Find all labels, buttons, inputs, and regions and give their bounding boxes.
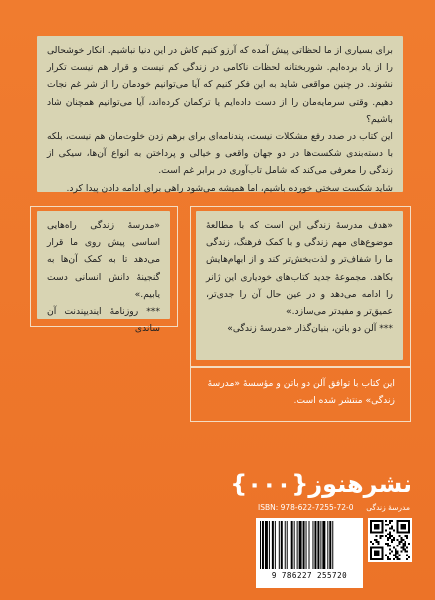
right-quote-attribution: *** آلن دو باتن، بنیان‌گذار «مدرسهٔ زندگی» xyxy=(227,323,393,335)
left-quote-attribution: *** روزنامهٔ ایندیپندنت آن ساندی xyxy=(47,306,160,335)
description-paragraph-2: این کتاب در صدد رفع مشکلات نیست، پندنامه‌ای برای برهم زدن خلوت‌مان هم نیست، بلکه با دسته‌بندی شکست‌ها در دو جهان واقعی و خیالی و پرداختن به انواع آن‌ها، سیکی از زندگی را معرفی می‌کند که شامل تاب‌آوری در برابر غم است. xyxy=(47,131,393,177)
publisher-logo: نشرهنوز{۰۰۰} xyxy=(230,470,412,498)
description-paragraph-3: شاید شکست سختی خورده باشیم، اما همیشه می‌شود راهی برای ادامه دادن پیدا کرد. xyxy=(66,182,393,194)
barcode-bars-icon xyxy=(260,521,359,569)
right-quote-text: «هدف مدرسهٔ زندگی این است که با مطالعهٔ موضوع‌های مهم زندگی و با کمک فرهنگ، زندگی ما را شفاف‌تر و لذت‌بخش‌تر کند و از ابهام‌هایش بکاهد. مجموعهٔ جدید کتاب‌های خودیاری این ژانر را ادامه می‌دهد و در عین حال آن را جدی‌تر، عمیق‌تر و مفیدتر می‌سازد.» xyxy=(206,220,393,318)
agreement-note: این کتاب با توافق آلن دو باتن و مؤسسهٔ «مدرسهٔ زندگی» منتشر شده است. xyxy=(207,378,395,406)
description-paragraph-1: برای بسیاری از ما لحظاتی پیش آمده که آرزو کنیم کاش در این دنیا نباشیم. انکار خوشحالی را از یاد برده‌ایم. شوربختانه لحظات ناکامی در زندگی کم نیست و قرار هم نیست تکرار نشوند. در چنین مواقعی شاید به این فکر کنیم که آیا می‌توانیم خودمان را از شر غم نجات دهیم. وقتی سرمایه‌مان را از دست داده‌ایم یا ترکمان کرده‌اند، آیا می‌توانیم همچنان شاد باشیم؟ xyxy=(47,45,393,125)
series-name: مدرسهٔ زندگی xyxy=(366,503,410,512)
right-quote-box xyxy=(196,211,403,360)
barcode xyxy=(256,518,363,588)
description-box xyxy=(37,36,403,192)
isbn-label: ISBN: 978-622-7255-72-0 xyxy=(258,503,354,512)
left-quote-box xyxy=(37,211,170,335)
left-quote-text: «مدرسهٔ زندگی راه‌هایی اساسی پیش روی ما قرار می‌دهد تا به کمک آن‌ها به گنجینهٔ دانش انسانی دست یابیم.» xyxy=(47,220,160,300)
qr-code-icon xyxy=(368,518,412,562)
barcode-number: 9 786227 255720 xyxy=(271,571,348,580)
